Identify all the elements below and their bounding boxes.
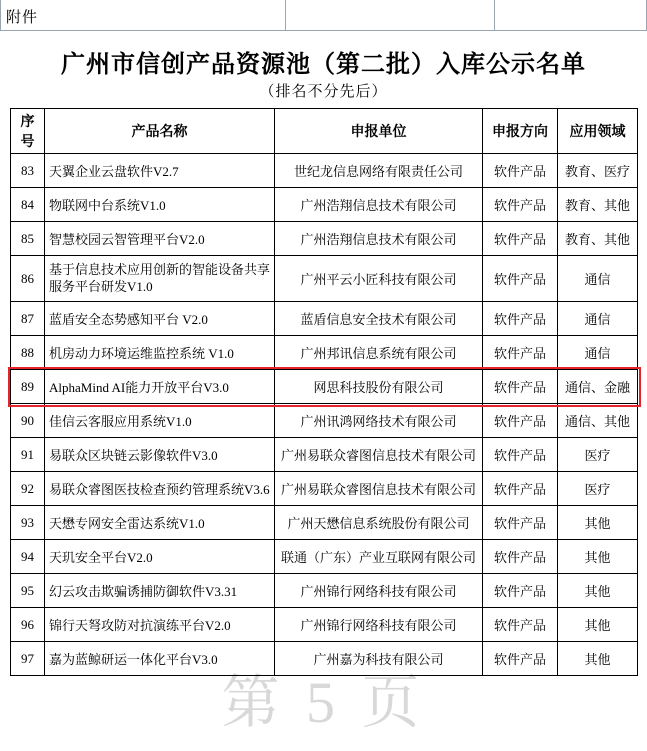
cell-organization: 广州易联众睿图信息技术有限公司 (275, 472, 483, 506)
cell-organization: 广州天懋信息系统股份有限公司 (275, 506, 483, 540)
cell-direction: 软件产品 (483, 642, 558, 676)
cell-product-name: 易联众睿图医技检查预约管理系统V3.6 (45, 472, 275, 506)
cell-direction: 软件产品 (483, 506, 558, 540)
page-title: 广州市信创产品资源池（第二批）入库公示名单 (61, 52, 586, 78)
table-row (11, 438, 638, 472)
cell-direction: 软件产品 (483, 574, 558, 608)
cell-product-name: 天翼企业云盘软件V2.7 (45, 154, 275, 188)
cell-application-field: 通信 (558, 336, 638, 370)
table-row (11, 302, 638, 336)
cell-index: 87 (11, 302, 45, 336)
col-header-direction: 申报方向 (483, 109, 558, 154)
cell-index: 84 (11, 188, 45, 222)
table-row (11, 256, 638, 302)
cell-application-field: 其他 (558, 540, 638, 574)
cell-direction: 软件产品 (483, 404, 558, 438)
cell-direction: 软件产品 (483, 256, 558, 302)
cell-organization: 广州邦讯信息系统有限公司 (275, 336, 483, 370)
cell-product-name: 易联众区块链云影像软件V3.0 (45, 438, 275, 472)
cell-application-field: 其他 (558, 506, 638, 540)
cell-direction: 软件产品 (483, 336, 558, 370)
cell-index: 94 (11, 540, 45, 574)
cell-organization: 广州锦行网络科技有限公司 (275, 608, 483, 642)
cell-product-name: 幻云攻击欺骗诱捕防御软件V3.31 (45, 574, 275, 608)
cell-direction: 软件产品 (483, 222, 558, 256)
col-header-product-name: 产品名称 (45, 109, 275, 154)
cell-direction: 软件产品 (483, 302, 558, 336)
table-row (11, 336, 638, 370)
cell-organization: 广州平云小匠科技有限公司 (275, 256, 483, 302)
cell-product-name: AlphaMind AI能力开放平台V3.0 (45, 370, 275, 404)
header-rule-left (0, 0, 1, 30)
cell-application-field: 通信 (558, 302, 638, 336)
cell-application-field: 医疗 (558, 472, 638, 506)
cell-product-name: 锦行天弩攻防对抗演练平台V2.0 (45, 608, 275, 642)
cell-organization: 蓝盾信息安全技术有限公司 (275, 302, 483, 336)
cell-application-field: 其他 (558, 642, 638, 676)
col-header-application-field: 应用领域 (558, 109, 638, 154)
cell-index: 88 (11, 336, 45, 370)
cell-application-field: 其他 (558, 608, 638, 642)
cell-application-field: 通信 (558, 256, 638, 302)
cell-index: 89 (11, 370, 45, 404)
table-header-row (11, 109, 638, 154)
cell-organization: 网思科技股份有限公司 (275, 370, 483, 404)
table-row (11, 608, 638, 642)
page-watermark: 第 5 页 (221, 670, 426, 735)
header-rule-top (0, 30, 647, 31)
cell-organization: 广州嘉为科技有限公司 (275, 642, 483, 676)
cell-index: 96 (11, 608, 45, 642)
cell-application-field: 教育、医疗 (558, 154, 638, 188)
cell-direction: 软件产品 (483, 370, 558, 404)
cell-organization: 广州讯鸿网络技术有限公司 (275, 404, 483, 438)
table-row (11, 642, 638, 676)
cell-product-name: 物联网中台系统V1.0 (45, 188, 275, 222)
cell-organization: 广州浩翔信息技术有限公司 (275, 222, 483, 256)
table-row (11, 222, 638, 256)
cell-index: 97 (11, 642, 45, 676)
cell-product-name: 嘉为蓝鲸研运一体化平台V3.0 (45, 642, 275, 676)
table-row (11, 506, 638, 540)
cell-application-field: 其他 (558, 574, 638, 608)
cell-index: 83 (11, 154, 45, 188)
cell-product-name: 天玑安全平台V2.0 (45, 540, 275, 574)
cell-direction: 软件产品 (483, 540, 558, 574)
cell-index: 86 (11, 256, 45, 302)
cell-direction: 软件产品 (483, 608, 558, 642)
cell-index: 93 (11, 506, 45, 540)
cell-index: 95 (11, 574, 45, 608)
page-subtitle: （排名不分先后） (259, 84, 388, 100)
cell-index: 90 (11, 404, 45, 438)
cell-organization: 世纪龙信息网络有限责任公司 (275, 154, 483, 188)
cell-direction: 软件产品 (483, 188, 558, 222)
header-rule-b (494, 0, 495, 30)
cell-application-field: 通信、金融 (558, 370, 638, 404)
cell-index: 91 (11, 438, 45, 472)
attachment-label: 附件 (6, 10, 39, 26)
table-row (11, 404, 638, 438)
cell-product-name: 机房动力环境运维监控系统 V1.0 (45, 336, 275, 370)
cell-direction: 软件产品 (483, 472, 558, 506)
cell-application-field: 教育、其他 (558, 222, 638, 256)
cell-organization: 广州浩翔信息技术有限公司 (275, 188, 483, 222)
cell-application-field: 医疗 (558, 438, 638, 472)
cell-application-field: 通信、其他 (558, 404, 638, 438)
table-row-highlighted (11, 370, 638, 404)
cell-organization: 广州易联众睿图信息技术有限公司 (275, 438, 483, 472)
cell-product-name: 天懋专网安全雷达系统V1.0 (45, 506, 275, 540)
table-row (11, 472, 638, 506)
cell-product-name: 智慧校园云智管理平台V2.0 (45, 222, 275, 256)
table-row (11, 574, 638, 608)
cell-direction: 软件产品 (483, 154, 558, 188)
products-table (10, 108, 638, 676)
table-row (11, 154, 638, 188)
header-rule-a (285, 0, 286, 30)
cell-index: 85 (11, 222, 45, 256)
table-row (11, 540, 638, 574)
col-header-index: 序号 (11, 109, 45, 154)
col-header-organization: 申报单位 (275, 109, 483, 154)
cell-product-name: 基于信息技术应用创新的智能设备共享服务平台研发V1.0 (45, 256, 275, 302)
table-row (11, 188, 638, 222)
cell-product-name: 蓝盾安全态势感知平台 V2.0 (45, 302, 275, 336)
cell-direction: 软件产品 (483, 438, 558, 472)
cell-product-name: 佳信云客服应用系统V1.0 (45, 404, 275, 438)
cell-application-field: 教育、其他 (558, 188, 638, 222)
cell-organization: 联通（广东）产业互联网有限公司 (275, 540, 483, 574)
cell-organization: 广州锦行网络科技有限公司 (275, 574, 483, 608)
cell-index: 92 (11, 472, 45, 506)
